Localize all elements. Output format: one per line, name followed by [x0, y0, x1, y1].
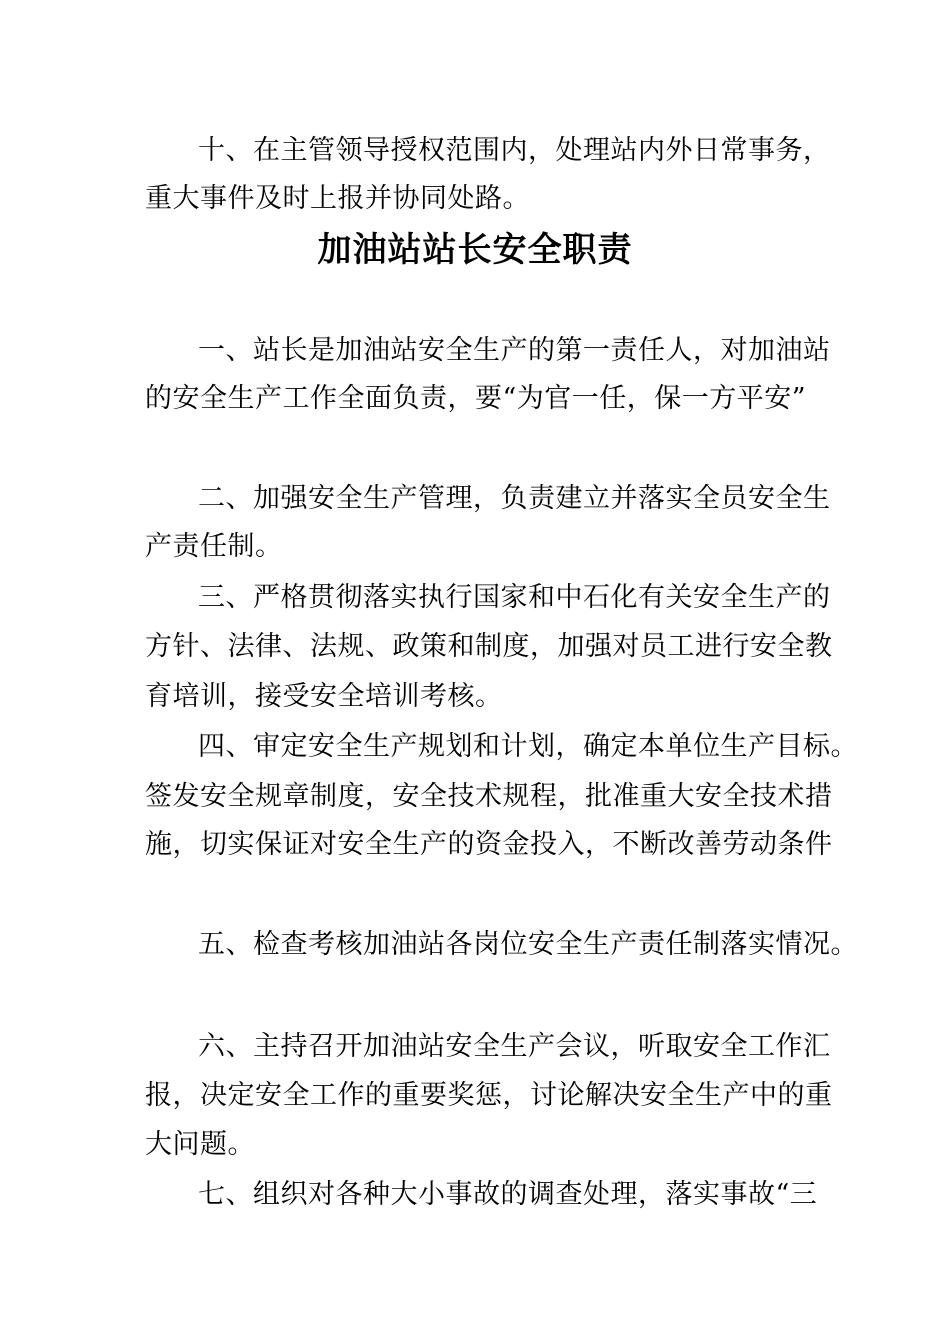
item-3-line-2: 方针、法律、法规、政策和制度，加强对员工进行安全教 — [145, 631, 833, 662]
item-7-line-1: 七、组织对各种大小事故的调查处理，落实事故“三 — [198, 1179, 818, 1210]
item-1-line-2: 的安全生产工作全面负责，要“为官一任，保一方平安” — [145, 383, 807, 414]
item-2-line-1: 二、加强安全生产管理，负责建立并落实全员安全生 — [198, 483, 831, 514]
item-4-line-2: 签发安全规章制度，安全技术规程，批准重大安全技术措 — [145, 781, 833, 812]
item-2-line-2: 产责任制。 — [145, 531, 283, 562]
item-4-line-3: 施，切实保证对安全生产的资金投入，不断改善劳动条件 — [145, 829, 833, 860]
item-3-line-1: 三、严格贯彻落实执行国家和中石化有关安全生产的 — [198, 582, 831, 613]
item-3-line-3: 育培训，接受安全培训考核。 — [145, 681, 503, 712]
item-6-line-3: 大问题。 — [145, 1129, 255, 1160]
item-4-line-1: 四、审定安全生产规划和计划，确定本单位生产目标。 — [198, 731, 858, 762]
page-title: 加油站站长安全职责 — [317, 230, 633, 270]
item-10-line-1: 十、在主管领导授权范围内，处理站内外日常事务， — [198, 135, 831, 166]
item-5-line-1: 五、检查考核加油站各岗位安全生产责任制落实情况。 — [198, 929, 858, 960]
item-10-line-2: 重大事件及时上报并协同处路。 — [145, 183, 530, 214]
item-6-line-1: 六、主持召开加油站安全生产会议，听取安全工作汇 — [198, 1031, 831, 1062]
item-1-line-1: 一、站长是加油站安全生产的第一责任人，对加油站 — [198, 335, 831, 366]
item-6-line-2: 报，决定安全工作的重要奖惩，讨论解决安全生产中的重 — [145, 1080, 833, 1111]
